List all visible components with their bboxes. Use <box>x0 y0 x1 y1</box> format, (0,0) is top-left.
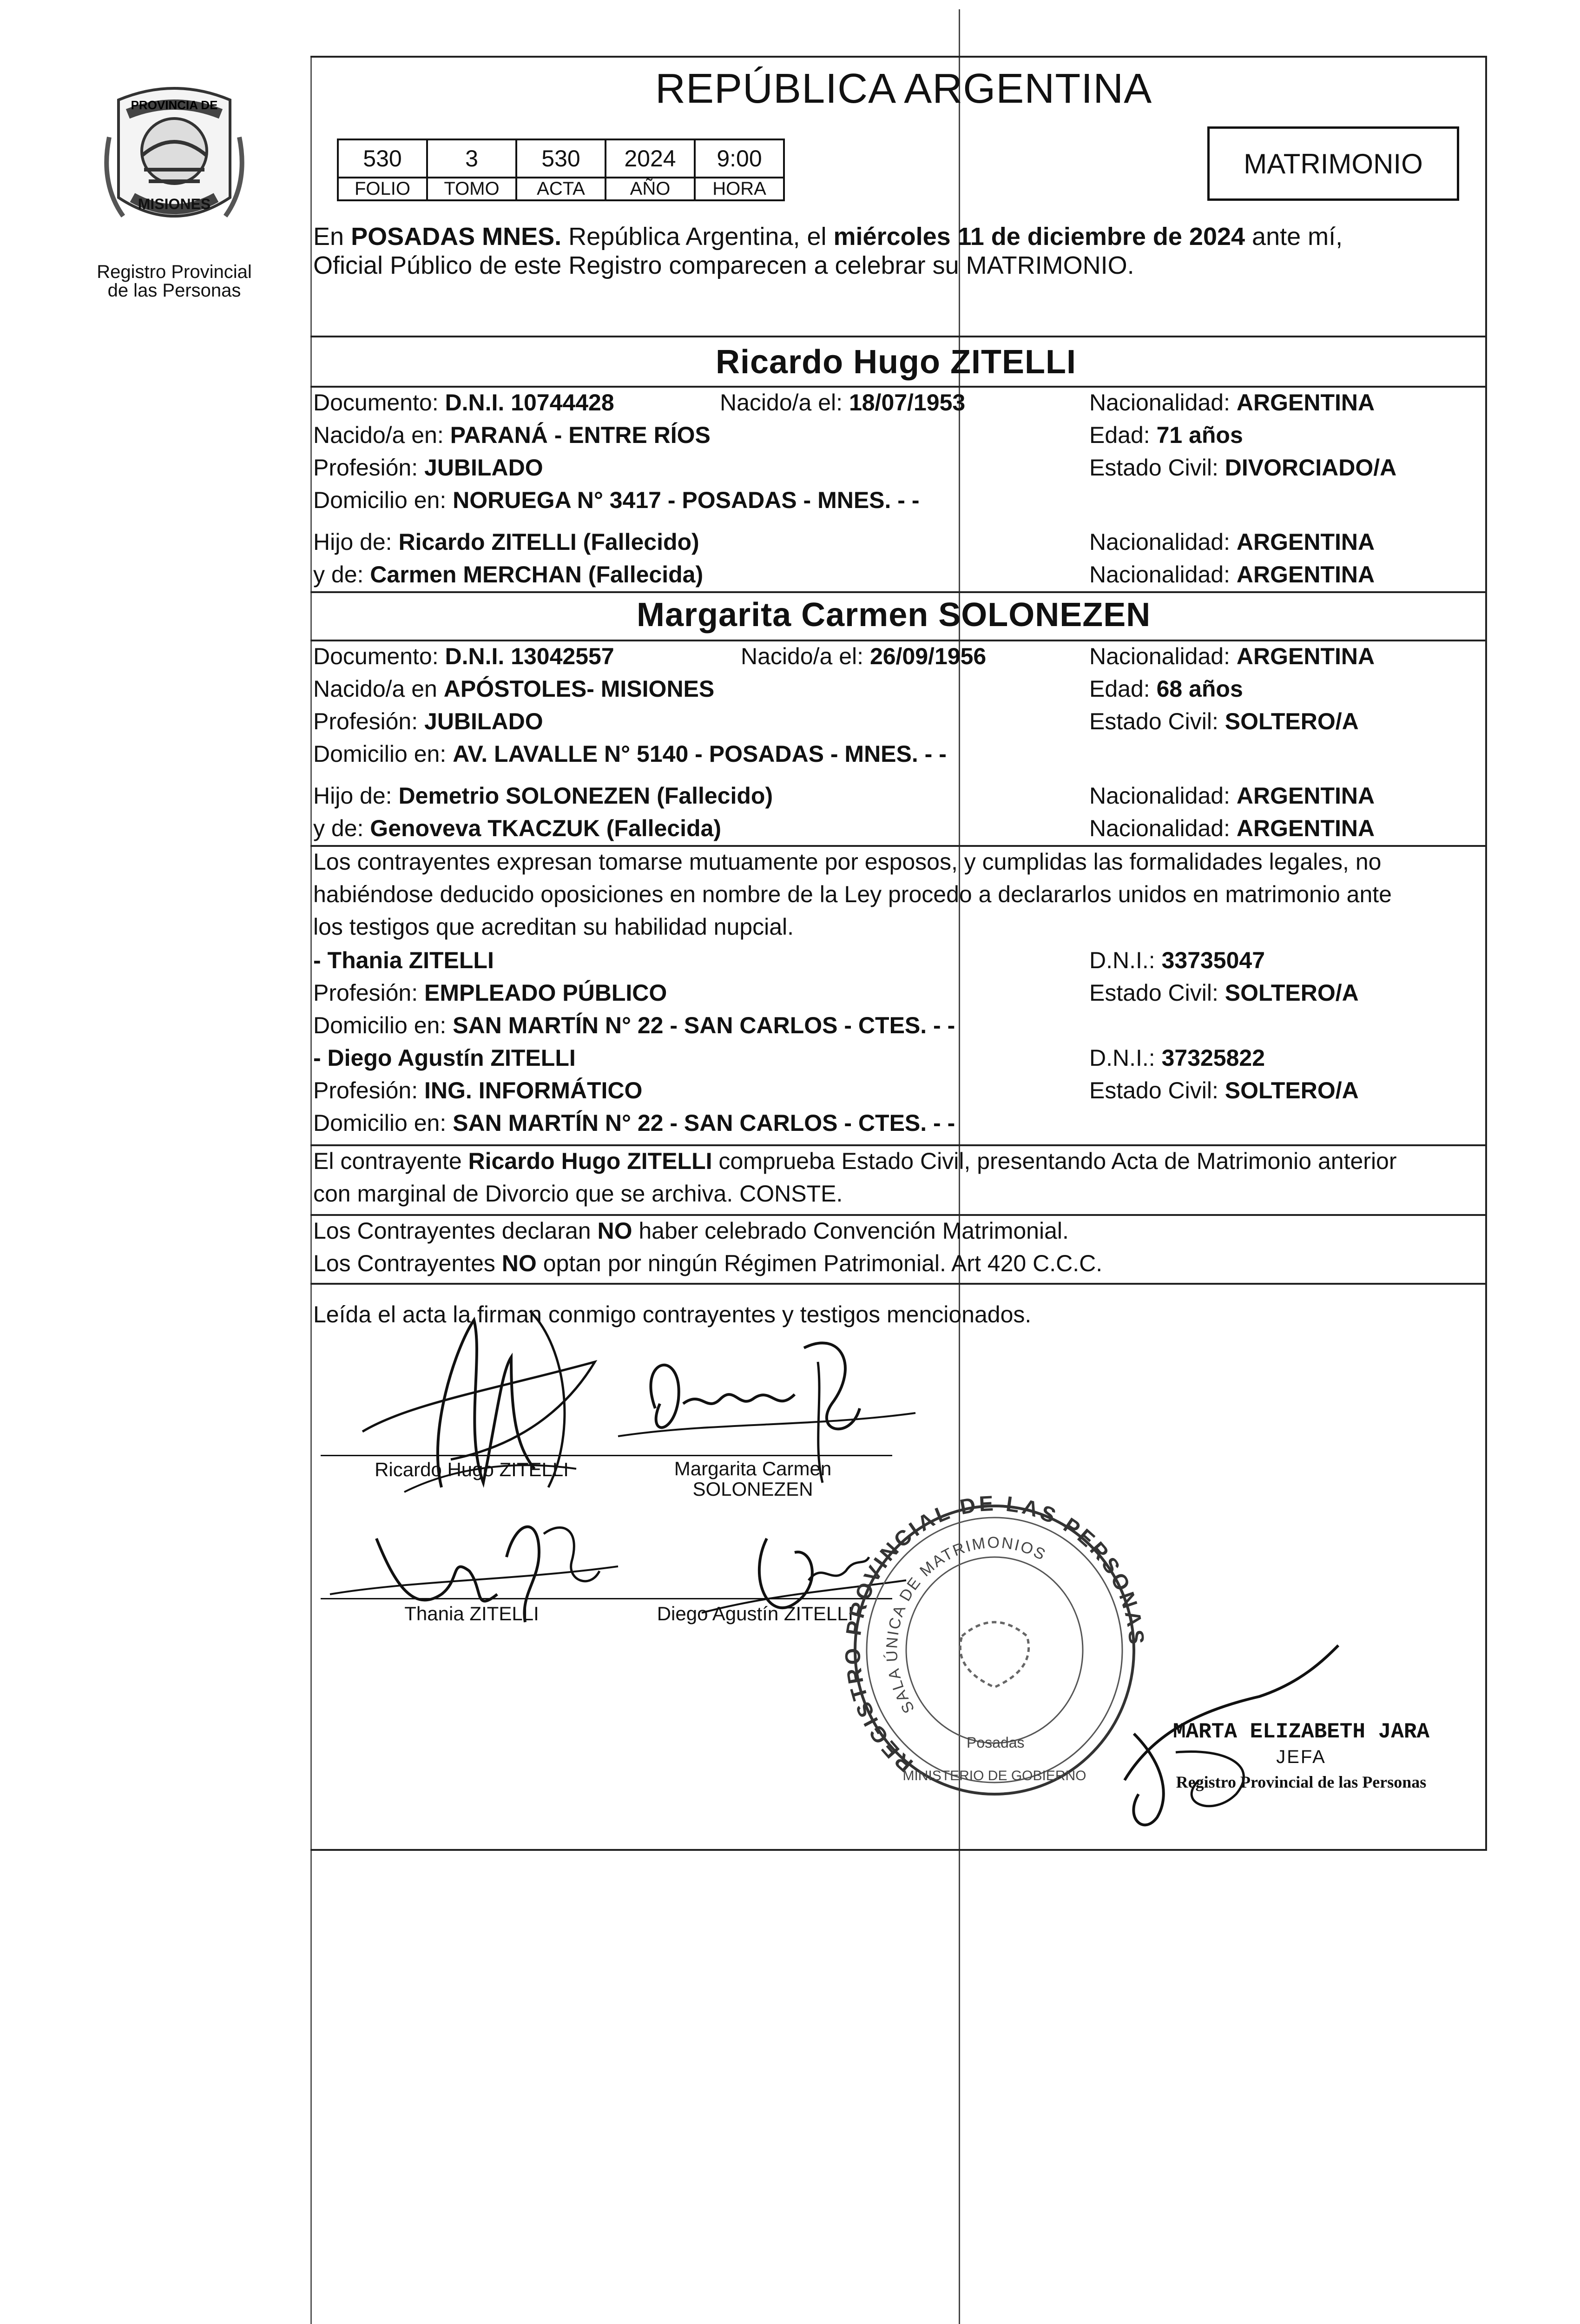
record-type-box: MATRIMONIO <box>1207 126 1459 201</box>
svg-text:MISIONES: MISIONES <box>138 196 211 212</box>
acta-label: ACTA <box>516 178 606 200</box>
page-title: REPÚBLICA ARGENTINA <box>655 66 1152 112</box>
signature-label-spouse1: Ricardo Hugo ZITELLI <box>375 1459 569 1480</box>
coat-of-arms-icon <box>91 81 258 277</box>
svg-text:REGISTRO PROVINCIAL DE LAS PER: REGISTRO PROVINCIAL DE LAS PERSONAS <box>840 1491 1149 1777</box>
ano-value: 2024 <box>606 139 695 178</box>
tomo-value: 3 <box>427 139 516 178</box>
civil-status-note: El contrayente Ricardo Hugo ZITELLI comprueba Estado Civil, presentando Acta de Matrimonio anterior con marginal de Divorcio que se archiva. CONSTE. <box>313 1148 1397 1207</box>
conventions-text: Los Contrayentes declaran NO haber celebrado Convención Matrimonial. Los Contrayentes NO optan por ningún Régimen Patrimonial. Art 420 C.C.C. <box>313 1218 1103 1276</box>
spouse1-details: Documento: D.N.I. 10744428 Nacido/a el: 18/07/1953 Nacionalidad: ARGENTINA Nacido/a en: PARANÁ - ENTRE RÍOS Edad: 71 años Profesión: JUBILADO Estado Civil: DIVORCIADO/A Domicilio en: NORUEGA N° 3417 - POSADAS - MNES. - - Hijo de: Ricardo ZITELLI (Fallecido) Nacionalidad: ARGENTINA y de: Carmen MERCHAN (Fallecida) Nacionalidad: ARGENTINA <box>313 390 1397 588</box>
signature-witness1-icon <box>321 1501 646 1641</box>
spouse2-name: Margarita Carmen SOLONEZEN <box>637 596 1151 634</box>
frame-bottom <box>310 1849 1487 1851</box>
signature-label-witness1: Thania ZITELLI <box>404 1603 539 1624</box>
registry-table <box>337 139 785 201</box>
official-office: Registro Provincial de las Personas <box>1176 1773 1427 1791</box>
province-logo <box>91 81 258 301</box>
left-margin-line <box>310 56 312 2324</box>
official-block <box>1134 1720 1468 1792</box>
svg-text:PROVINCIA DE: PROVINCIA DE <box>131 98 218 112</box>
hora-label: HORA <box>695 178 784 200</box>
svg-text:Posadas: Posadas <box>967 1734 1025 1751</box>
signature-spouse1-icon <box>335 1292 660 1506</box>
spouse2-details: Documento: D.N.I. 13042557 Nacido/a el: 26/09/1956 Nacionalidad: ARGENTINA Nacido/a en APÓSTOLES- MISIONES Edad: 68 años Profesión: JUBILADO Estado Civil: SOLTERO/A Domicilio en: AV. LAVALLE N° 5140 - POSADAS - MNES. - - Hijo de: Demetrio SOLONEZEN (Fallecido) Nacionalidad: ARGENTINA y de: Genoveva TKACZUK (Fallecida) Nacionalidad: ARGENTINA <box>313 643 1375 841</box>
intro-text: En POSADAS MNES. República Argentina, el miércoles 11 de diciembre de 2024 ante mí, Oficial Público de este Registro comparecen a celebrar su MATRIMONIO. <box>313 223 1343 280</box>
hora-value: 9:00 <box>695 139 784 178</box>
signature-label-witness2: Diego Agustín ZITELLI <box>657 1603 854 1624</box>
spouse1-name: Ricardo Hugo ZITELLI <box>716 343 1076 381</box>
witness1-details: - Thania ZITELLI D.N.I.: 33735047 Profesión: EMPLEADO PÚBLICO Estado Civil: SOLTERO/A Domicilio en: SAN MARTÍN N° 22 - SAN CARLOS - CTES. - - <box>313 947 1359 1038</box>
registry-seal-icon <box>840 1491 1149 1808</box>
logo-caption: Registro Provincial de las Personas <box>97 262 252 301</box>
frame-right <box>1485 56 1487 1850</box>
official-name: MARTA ELIZABETH JARA <box>1172 1720 1430 1744</box>
acta-value: 530 <box>516 139 606 178</box>
tomo-label: TOMO <box>427 178 516 200</box>
witness2-details: - Diego Agustín ZITELLI D.N.I.: 37325822 Profesión: ING. INFORMÁTICO Estado Civil: SOLTERO/A Domicilio en: SAN MARTÍN N° 22 - SAN CARLOS - CTES. - - <box>313 1045 1359 1136</box>
svg-text:MINISTERIO DE GOBIERNO: MINISTERIO DE GOBIERNO <box>902 1768 1086 1783</box>
ano-label: AÑO <box>606 178 695 200</box>
frame-top <box>310 56 1487 58</box>
svg-text:SALA ÚNICA DE MATRIMONIOS: SALA ÚNICA DE MATRIMONIOS <box>883 1533 1049 1717</box>
signature-spouse2-icon <box>618 1329 953 1506</box>
declaration-text: Los contrayentes expresan tomarse mutuamente por esposos, y cumplidas las formalidades legales, no habiéndose deducido oposiciones en nombre de la Ley procedo a declararlos unidos en matrimonio ante los testigos que acreditan su habilidad nupcial. <box>313 849 1392 940</box>
closing-text: Leída el acta la firman conmigo contrayentes y testigos mencionados. <box>313 1301 1032 1327</box>
signature-label-spouse2: Margarita Carmen SOLONEZEN <box>674 1458 832 1500</box>
folio-value: 530 <box>338 139 427 178</box>
official-role: JEFA <box>1276 1747 1326 1767</box>
folio-label: FOLIO <box>338 178 427 200</box>
